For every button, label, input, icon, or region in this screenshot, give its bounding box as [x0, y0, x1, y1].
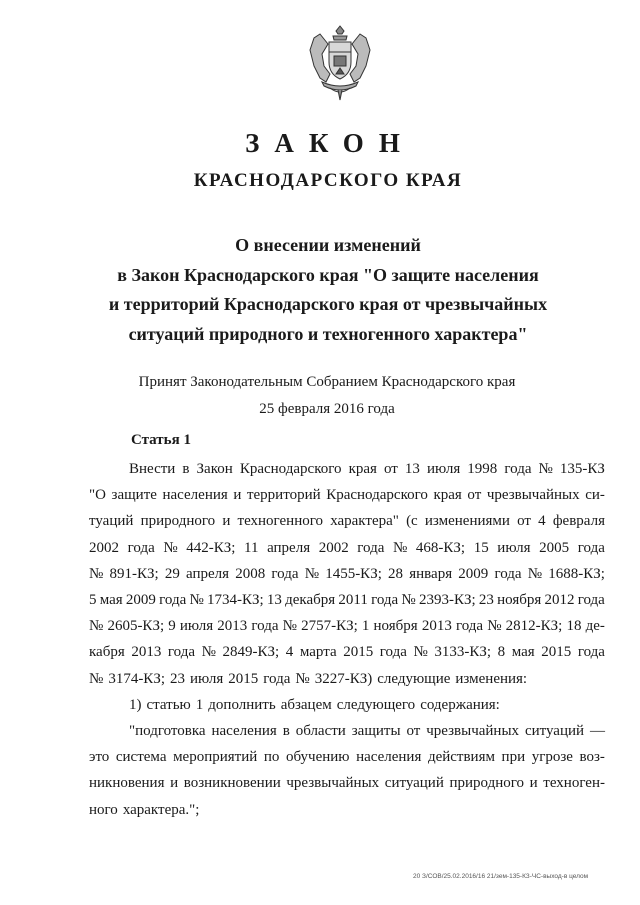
body-line: Внести в Закон Краснодарского края от 13 июля 1998 года № 135-КЗ	[129, 461, 605, 477]
body-line: кабря 2013 года № 2849-КЗ; 4 марта 2015 года № 3133-КЗ; 8 мая 2015 года	[89, 644, 605, 661]
document-title: ЗАКОН	[245, 128, 415, 158]
article-title: Статья 1	[131, 432, 191, 448]
body-line: 5 мая 2009 года № 1734-КЗ; 13 декабря 2011 года № 2393-КЗ; 23 ноября 2012 года	[89, 592, 605, 609]
body-line: 2002 года № 442-КЗ; 11 апреля 2002 года № 468-КЗ; 15 июля 2005 года	[89, 539, 605, 556]
adoption-note	[0, 369, 640, 423]
body-line: никновения и возникновении чрезвычайных ситуаций природного и техноген-	[89, 775, 605, 792]
body-line: ного характера.";	[89, 801, 200, 818]
body-line: "подготовка населения в области защиты от чрезвычайных ситуаций —	[129, 723, 605, 740]
krasnodar-coat-of-arms-icon	[300, 22, 380, 104]
document-subtitle: КРАСНОДАРСКОГО КРАЯ	[193, 170, 463, 191]
body-line: № 3174-КЗ; 23 июля 2015 года № 3227-КЗ) следующие изменения:	[89, 670, 528, 687]
body-line: № 2605-КЗ; 9 июля 2013 года № 2757-КЗ; 1 ноября 2013 года № 2812-КЗ; 18 де-	[89, 618, 605, 635]
body-line: 1) статью 1 дополнить абзацем следующего содержания:	[129, 696, 500, 713]
adoption-date: 25 февраля 2016 года	[259, 401, 395, 417]
heading-line: в Закон Краснодарского края "О защите населения	[117, 264, 539, 285]
heading-line: О внесении изменений	[235, 235, 421, 255]
adoption-line: Принят Законодательным Собранием Краснодарского края	[138, 374, 516, 390]
body-line: это система мероприятий по обучению населения действиям при угрозе воз-	[89, 749, 605, 766]
law-heading	[0, 231, 640, 349]
body-line: "О защите населения и территорий Краснодарского края от чрезвычайных си-	[89, 487, 605, 504]
article-body	[89, 456, 605, 823]
body-line: туаций природного и техногенного характера" (с изменениями от 4 февраля	[89, 513, 605, 530]
heading-line: ситуаций природного и техногенного характера"	[128, 323, 528, 344]
body-line: № 891-КЗ; 29 апреля 2008 года № 1455-КЗ; 28 января 2009 года № 1688-КЗ;	[89, 565, 605, 582]
footer-file-code: 20 З/СОВ/25.02.2016/16 21/зем-135-КЗ-ЧС-выход-в целом	[413, 873, 589, 880]
heading-line: и территорий Краснодарского края от чрезвычайных	[108, 294, 548, 314]
